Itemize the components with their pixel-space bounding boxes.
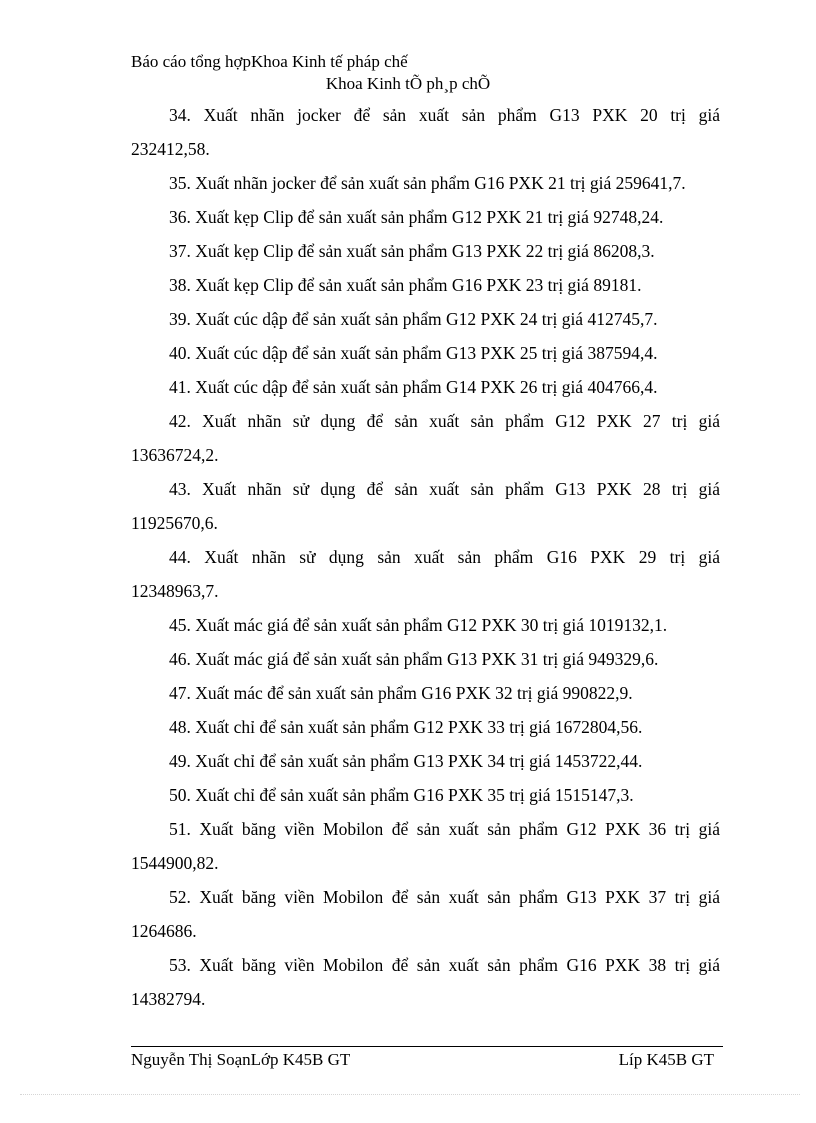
list-item	[131, 710, 720, 744]
footer-divider	[131, 1046, 723, 1047]
list-item-text: 50. Xuất chỉ để sản xuất sản phẩm G16 PXK 35 trị giá 1515147,3.	[169, 785, 634, 805]
list-item	[131, 336, 720, 370]
running-header: Báo cáo tổng hợpKhoa Kinh tế pháp chế	[131, 52, 408, 71]
list-item-continuation: 1544900,82.	[131, 853, 219, 873]
list-item-text: 36. Xuất kẹp Clip để sản xuất sản phẩm G12 PXK 21 trị giá 92748,24.	[169, 207, 664, 227]
list-item-text: 46. Xuất mác giá để sản xuất sản phẩm G13 PXK 31 trị giá 949329,6.	[169, 649, 659, 669]
list-item-text: 37. Xuất kẹp Clip để sản xuất sản phẩm G13 PXK 22 trị giá 86208,3.	[169, 241, 655, 261]
list-item	[131, 472, 720, 540]
material-issue-list	[131, 98, 720, 1016]
list-item	[131, 744, 720, 778]
list-item-text: 47. Xuất mác để sản xuất sản phẩm G16 PXK 32 trị giá 990822,9.	[169, 683, 633, 703]
list-item	[131, 642, 720, 676]
list-item-text: 51. Xuất băng viền Mobilon để sản xuất sản phẩm G12 PXK 36 trị giá	[169, 819, 720, 839]
list-item-text: 52. Xuất băng viền Mobilon để sản xuất sản phẩm G13 PXK 37 trị giá	[169, 887, 720, 907]
list-item	[131, 540, 720, 608]
list-item	[131, 948, 720, 1016]
list-item	[131, 778, 720, 812]
list-item-text: 45. Xuất mác giá để sản xuất sản phẩm G12 PXK 30 trị giá 1019132,1.	[169, 615, 668, 635]
list-item	[131, 812, 720, 880]
page-boundary	[20, 1094, 800, 1095]
list-item-continuation: 1264686.	[131, 921, 197, 941]
list-item	[131, 370, 720, 404]
list-item-continuation: 12348963,7.	[131, 581, 219, 601]
list-item	[131, 302, 720, 336]
list-item-continuation: 14382794.	[131, 989, 206, 1009]
list-item	[131, 608, 720, 642]
list-item-continuation: 11925670,6.	[131, 513, 218, 533]
list-item-text: 40. Xuất cúc dập để sản xuất sản phẩm G13 PXK 25 trị giá 387594,4.	[169, 343, 658, 363]
list-item-text: 34. Xuất nhãn jocker để sản xuất sản phẩm G13 PXK 20 trị giá	[169, 105, 720, 125]
list-item	[131, 268, 720, 302]
list-item-text: 44. Xuất nhãn sử dụng sản xuất sản phẩm G16 PXK 29 trị giá	[169, 547, 720, 567]
footer-author-class: Nguyễn Thị SoạnLớp K45B GT	[131, 1050, 351, 1069]
list-item-text: 49. Xuất chỉ để sản xuất sản phẩm G13 PXK 34 trị giá 1453722,44.	[169, 751, 643, 771]
list-item	[131, 98, 720, 166]
list-item	[131, 166, 720, 200]
list-item-text: 41. Xuất cúc dập để sản xuất sản phẩm G14 PXK 26 trị giá 404766,4.	[169, 377, 658, 397]
list-item	[131, 200, 720, 234]
list-item-continuation: 232412,58.	[131, 139, 210, 159]
list-item-text: 39. Xuất cúc dập để sản xuất sản phẩm G12 PXK 24 trị giá 412745,7.	[169, 309, 658, 329]
list-item-text: 43. Xuất nhãn sử dụng để sản xuất sản phẩm G13 PXK 28 trị giá	[169, 479, 720, 499]
list-item-text: 53. Xuất băng viền Mobilon để sản xuất sản phẩm G16 PXK 38 trị giá	[169, 955, 720, 975]
list-item	[131, 676, 720, 710]
list-item	[131, 880, 720, 948]
list-item-text: 42. Xuất nhãn sử dụng để sản xuất sản phẩm G12 PXK 27 trị giá	[169, 411, 720, 431]
list-item	[131, 234, 720, 268]
list-item-continuation: 13636724,2.	[131, 445, 219, 465]
list-item	[131, 404, 720, 472]
faculty-title: Khoa Kinh tÕ ph¸p chÕ	[325, 74, 491, 93]
list-item-text: 38. Xuất kẹp Clip để sản xuất sản phẩm G16 PXK 23 trị giá 89181.	[169, 275, 642, 295]
footer-class: Líp K45B GT	[618, 1050, 714, 1069]
list-item-text: 48. Xuất chỉ để sản xuất sản phẩm G12 PXK 33 trị giá 1672804,56.	[169, 717, 643, 737]
list-item-text: 35. Xuất nhãn jocker để sản xuất sản phẩm G16 PXK 21 trị giá 259641,7.	[169, 173, 686, 193]
